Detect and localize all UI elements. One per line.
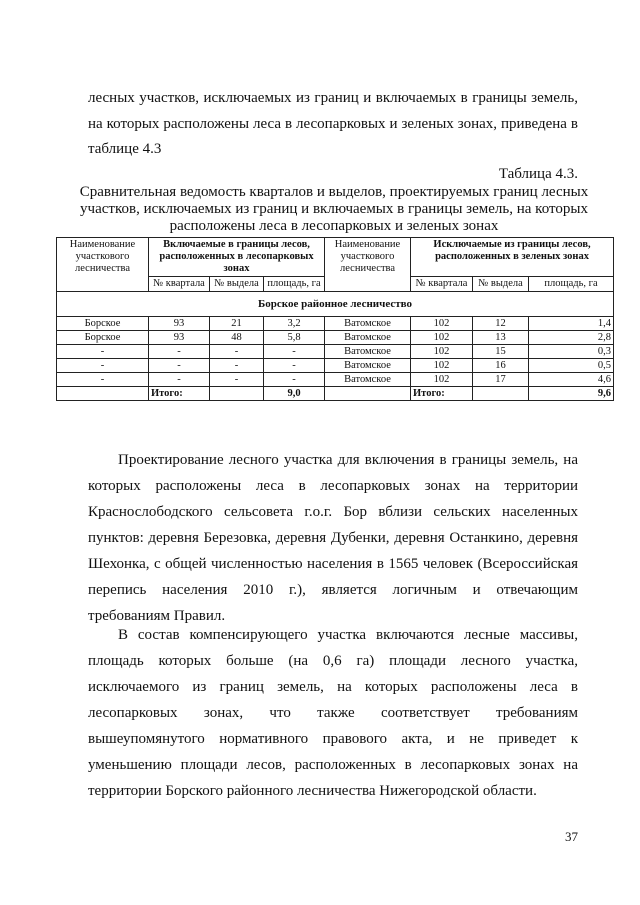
section-title: Борское районное лесничество bbox=[57, 292, 614, 317]
table-row bbox=[57, 317, 614, 331]
total-label-in: Итого: bbox=[149, 387, 210, 401]
subheader-area-in: площадь, га bbox=[264, 277, 325, 292]
cell-plot-out: 13 bbox=[473, 331, 529, 345]
cell-quarter-out: 102 bbox=[411, 317, 473, 331]
cell-forestry-out: Ватомское bbox=[325, 359, 411, 373]
total-empty-cell bbox=[57, 387, 149, 401]
cell-forestry-out: Ватомское bbox=[325, 373, 411, 387]
body-paragraph: Проектирование лесного участка для включения в границы земель, на которых расположены леса в лесопарковых зонах на территории Краснослободского сельсовета г.о.г. Бор вблизи сельских населенных пунктов: деревня Березовка, деревня Дубенки, деревня Останкино, деревня Шехонка, с общей численностью населения в 1565 человек (Всероссийская перепись населения 2010 г.), является логичным и отвечающим требованиям Правил. bbox=[88, 452, 578, 624]
cell-area-in: 5,8 bbox=[264, 331, 325, 345]
cell-area-out: 1,4 bbox=[529, 317, 614, 331]
table-row bbox=[57, 373, 614, 387]
cell-area-out: 0,3 bbox=[529, 345, 614, 359]
cell-plot-in: - bbox=[210, 373, 264, 387]
cell-plot-in: - bbox=[210, 345, 264, 359]
body-paragraph: В состав компенсирующего участка включаются лесные массивы, площадь которых больше (на 0,6 га) площади лесного участка, исключаемого из границ земель, на которых расположены леса в лесопарковых зонах, что также соответствует требованиям вышеупомянутого нормативного правового акта, и не приведет к уменьшению площади лесов, расположенных в лесопарковых зонах на территории Борского районного лесничества Нижегородской области. bbox=[88, 627, 578, 799]
cell-area-in: - bbox=[264, 373, 325, 387]
table-label: Таблица 4.3. bbox=[498, 166, 578, 182]
subheader-plot-in: № выдела bbox=[210, 277, 264, 292]
cell-quarter-in: - bbox=[149, 345, 210, 359]
total-label-out: Итого: bbox=[411, 387, 473, 401]
cell-quarter-in: 93 bbox=[149, 317, 210, 331]
cell-forestry-in: Борское bbox=[57, 317, 149, 331]
cell-quarter-out: 102 bbox=[411, 359, 473, 373]
cell-area-out: 2,8 bbox=[529, 331, 614, 345]
total-empty-cell bbox=[210, 387, 264, 401]
subheader-quarter-in: № квартала bbox=[149, 277, 210, 292]
cell-quarter-in: 93 bbox=[149, 331, 210, 345]
cell-forestry-in: - bbox=[57, 373, 149, 387]
section-row bbox=[57, 292, 614, 317]
cell-plot-out: 12 bbox=[473, 317, 529, 331]
page-number: 37 bbox=[565, 829, 578, 844]
cell-forestry-out: Ватомское bbox=[325, 317, 411, 331]
table-header-row bbox=[57, 238, 614, 277]
intro-paragraph: лесных участков, исключаемых из границ и включаемых в границы земель, на которых расположены леса в лесопарковых и зеленых зонах, приведена в таблице 4.3 bbox=[88, 90, 578, 157]
cell-quarter-in: - bbox=[149, 373, 210, 387]
subheader-quarter-out: № квартала bbox=[411, 277, 473, 292]
cell-plot-out: 15 bbox=[473, 345, 529, 359]
cell-quarter-out: 102 bbox=[411, 331, 473, 345]
cell-plot-out: 16 bbox=[473, 359, 529, 373]
cell-quarter-out: 102 bbox=[411, 345, 473, 359]
header-forestry-excluded: Наименование участкового лесничества bbox=[325, 238, 411, 292]
cell-area-in: 3,2 bbox=[264, 317, 325, 331]
table-row bbox=[57, 359, 614, 373]
total-row bbox=[57, 387, 614, 401]
header-included: Включаемые в границы лесов, расположенных в лесопарковых зонах bbox=[149, 238, 325, 277]
header-excluded: Исключаемые из границы лесов, расположенных в зеленых зонах bbox=[411, 238, 614, 277]
cell-forestry-in: - bbox=[57, 345, 149, 359]
table-row bbox=[57, 331, 614, 345]
cell-area-out: 4,6 bbox=[529, 373, 614, 387]
cell-forestry-in: - bbox=[57, 359, 149, 373]
cell-plot-in: 21 bbox=[210, 317, 264, 331]
table-caption: Сравнительная ведомость кварталов и выделов, проектируемых границ лесных участков, исключаемых из границ и включаемых в границы земель, на которых расположены леса в лесопарковых и зеленых зонах bbox=[79, 184, 589, 234]
total-empty-cell bbox=[473, 387, 529, 401]
total-value-in: 9,0 bbox=[264, 387, 325, 401]
table-row bbox=[57, 345, 614, 359]
subheader-area-out: площадь, га bbox=[529, 277, 614, 292]
cell-quarter-in: - bbox=[149, 359, 210, 373]
cell-area-in: - bbox=[264, 345, 325, 359]
subheader-plot-out: № выдела bbox=[473, 277, 529, 292]
cell-forestry-in: Борское bbox=[57, 331, 149, 345]
cell-plot-out: 17 bbox=[473, 373, 529, 387]
cell-forestry-out: Ватомское bbox=[325, 345, 411, 359]
total-empty-cell bbox=[325, 387, 411, 401]
cell-quarter-out: 102 bbox=[411, 373, 473, 387]
cell-area-out: 0,5 bbox=[529, 359, 614, 373]
comparison-table bbox=[56, 237, 614, 401]
header-forestry-included: Наименование участкового лесничества bbox=[57, 238, 149, 292]
cell-plot-in: - bbox=[210, 359, 264, 373]
cell-plot-in: 48 bbox=[210, 331, 264, 345]
cell-area-in: - bbox=[264, 359, 325, 373]
cell-forestry-out: Ватомское bbox=[325, 331, 411, 345]
total-value-out: 9,6 bbox=[529, 387, 614, 401]
